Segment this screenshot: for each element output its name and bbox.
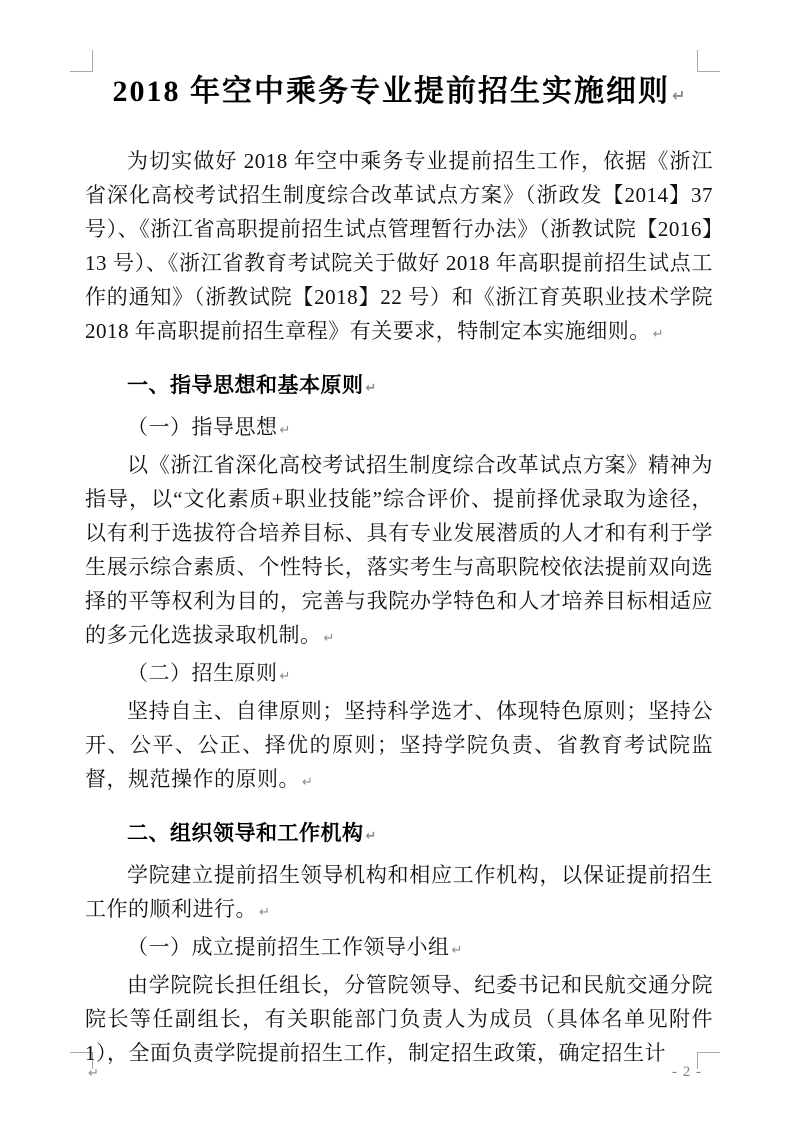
paragraph-mark-icon: ↵ [259, 905, 270, 920]
paragraph-mark-icon: ↵ [323, 631, 335, 646]
subheading-text: （一）指导思想 [127, 415, 278, 439]
paragraph-mark-icon: ↵ [365, 829, 377, 844]
paragraph-text: 学院建立提前招生领导机构和相应工作机构，以保证提前招生工作的顺利进行。 [85, 863, 713, 921]
margin-crop-mark-top-right-icon [697, 50, 720, 72]
subheading-text: （一）成立提前招生工作领导小组 [127, 935, 450, 959]
document-title-text: 2018 年空中乘务专业提前招生实施细则 [112, 75, 671, 108]
paragraph-leading-group [85, 968, 713, 1070]
paragraph-text: 为切实做好 2018 年空中乘务专业提前招生工作，依据《浙江省深化高校考试招生制度综合改革试点方案》（浙政发【2014】37 号）、《浙江省高职提前招生试点管理暂行办法》（浙教试院【2016】13 号）、《浙江省教育考试院关于做好 2018 年高职提前招生试点工作的通知》（浙教试院【2018】22 号）和《浙江育英职业技术学院 2018 年高职提前招生章程》有关要求，特制定本实施细则。 [85, 149, 713, 343]
paragraph-mark-icon: ↵ [302, 775, 313, 790]
paragraph-text: 由学院院长担任组长，分管院领导、纪委书记和民航交通分院院长等任副组长，有关职能部门负责人为成员（具体名单见附件 1），全面负责学院提前招生工作，制定招生政策，确定招生计 [85, 973, 713, 1065]
paragraph-mark-icon: ↵ [279, 669, 291, 684]
subheading-admission-principles [85, 656, 713, 694]
paragraph-intro [85, 144, 713, 352]
subheading-text: （二）招生原则 [127, 661, 278, 685]
paragraph-text: 坚持自主、自律原则；坚持科学选才、体现特色原则；坚持公开、公平、公正、择优的原则；坚持学院负责、省教育考试院监督，规范操作的原则。 [85, 699, 713, 791]
footer-paragraph-mark-icon: ↵ [88, 1066, 99, 1081]
subheading-leading-group [85, 930, 713, 968]
section-heading-1 [85, 368, 713, 406]
subheading-guiding-ideology [85, 410, 713, 448]
paragraph-organization [85, 858, 713, 930]
paragraph-admission-principles [85, 694, 713, 800]
document-title [85, 70, 713, 118]
paragraph-mark-icon: ↵ [451, 943, 463, 958]
paragraph-guiding-ideology [85, 448, 713, 656]
paragraph-mark-icon: ↵ [279, 423, 291, 438]
paragraph-text: 以《浙江省深化高校考试招生制度综合改革试点方案》精神为指导，以“文化素质+职业技能”综合评价、提前择优录取为途径，以有利于选拔符合培养目标、具有专业发展潜质的人才和有利于学生展示综合素质、个性特长，落实考生与高职院校依法提前双向选择的平等权利为目的，完善与我院办学特色和人才培养目标相适应的多元化选拔录取机制。 [85, 453, 713, 647]
document-body [85, 70, 713, 1070]
section-heading-2 [85, 816, 713, 854]
margin-crop-mark-top-left-icon [70, 50, 93, 72]
paragraph-mark-icon: ↵ [365, 381, 377, 396]
paragraph-mark-icon: ↵ [652, 327, 664, 342]
heading-text: 一、指导思想和基本原则 [127, 373, 364, 397]
paragraph-mark-icon: ↵ [672, 86, 686, 105]
page-number: - 2 - [672, 1064, 702, 1080]
heading-text: 二、组织领导和工作机构 [127, 821, 364, 845]
